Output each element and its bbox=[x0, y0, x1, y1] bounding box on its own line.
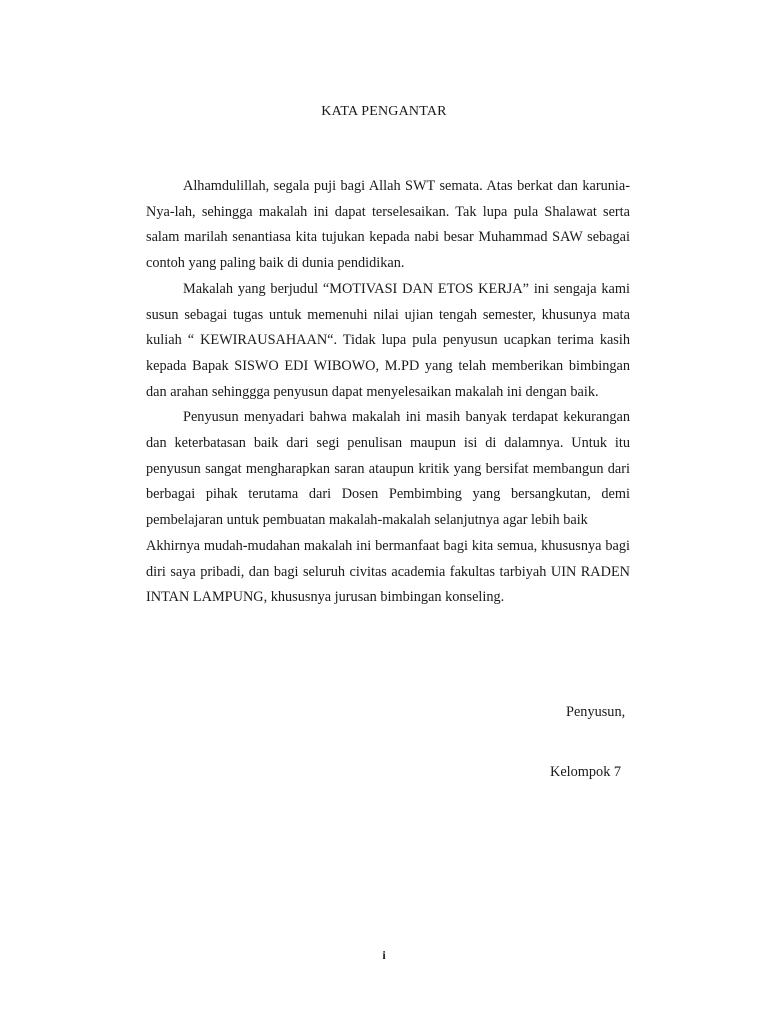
page-title: KATA PENGANTAR bbox=[321, 104, 447, 119]
paragraph-closing: Akhirnya mudah-mudahan makalah ini bermanfaat bagi kita semua, khususnya bagi diri saya pribadi, dan bagi seluruh civitas academia fakultas tarbiyah UIN RADEN INTAN LAMPUNG, khususnya jurusan bimbingan konseling. bbox=[146, 537, 630, 606]
paragraph-acknowledgement: Penyusun menyadari bahwa makalah ini masih banyak terdapat kekurangan dan keterbatasan baik dari segi penulisan maupun isi di dalamnya. Untuk itu penyusun sangat mengharapkan saran ataupun kritik yang bersifat membangun dari berbagai pihak terutama dari Dosen Pembimbing yang bersangkutan, demi pembelajaran untuk pembuatan makalah-makalah selanjutnya agar lebih baik bbox=[146, 409, 630, 529]
author-name: Kelompok 7 bbox=[550, 764, 622, 780]
page-number: i bbox=[382, 948, 386, 962]
document-body bbox=[146, 174, 630, 611]
closing-salutation: Penyusun, bbox=[566, 704, 626, 720]
paragraph-purpose: Makalah yang berjudul “MOTIVASI DAN ETOS KERJA” ini sengaja kami susun sebagai tugas untuk memenuhi nilai ujian tengah semester, khusunya mata kuliah “ KEWIRAUSAHAAN“. Tidak lupa pula penyusun ucapkan terima kasih kepada Bapak SISWO EDI WIBOWO, M.PD yang telah memberikan bimbingan dan arahan sehinggga penyusun dapat menyelesaikan makalah ini dengan baik. bbox=[146, 280, 630, 400]
paragraph-opening: Alhamdulillah, segala puji bagi Allah SWT semata. Atas berkat dan karunia-Nya-lah, sehingga makalah ini dapat terselesaikan. Tak lupa pula Shalawat serta salam marilah senantiasa kita tujukan kepada nabi besar Muhammad SAW sebagai contoh yang paling baik di dunia pendidikan. bbox=[146, 178, 630, 272]
